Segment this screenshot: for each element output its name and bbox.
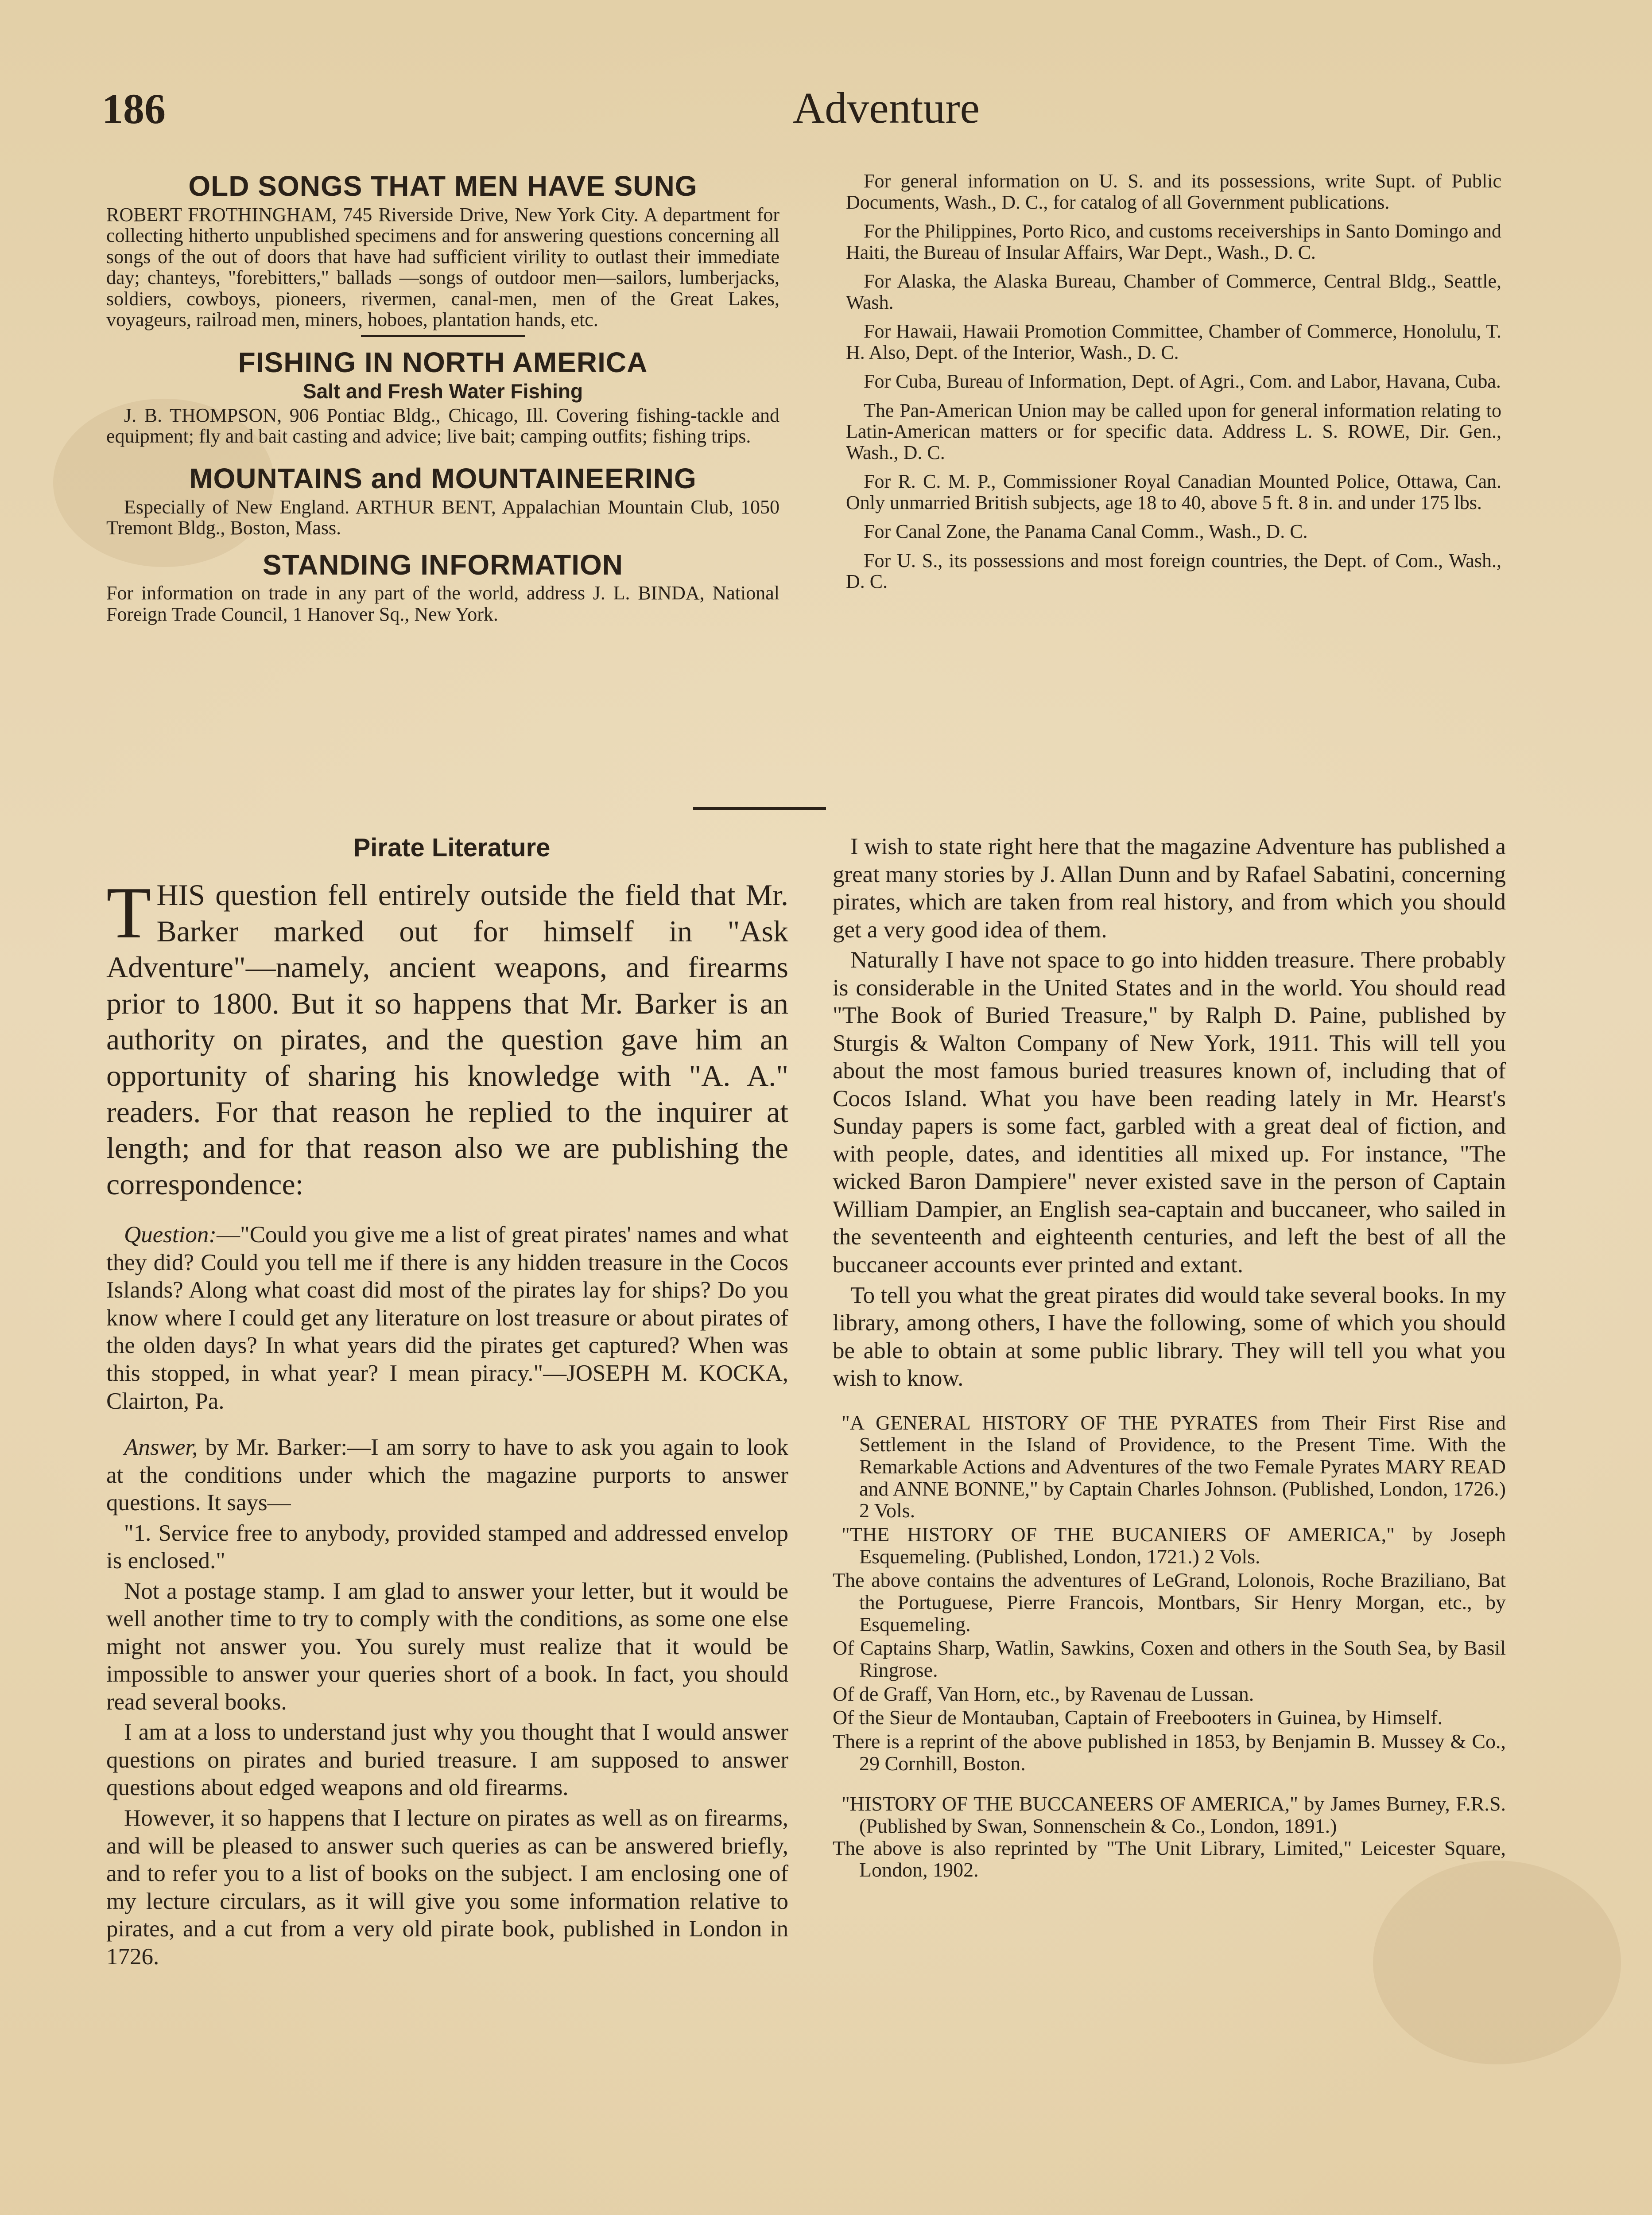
section-divider <box>693 807 826 810</box>
info-entry: For R. C. M. P., Commissioner Royal Canadian Mounted Police, Ottawa, Can. Only unmarried British subjects, age 18 to 40, above 5 ft. 8 in. and under 175 lbs. <box>846 470 1501 513</box>
department-text: For information on trade in any part of the world, address J. L. BINDA, National Foreign Trade Council, 1 Hanover Sq., New York. <box>106 582 779 625</box>
department-mountaineering <box>106 463 779 539</box>
rule-quote: "1. Service free to anybody, provided stamped and addressed envelop is enclosed." <box>106 1520 788 1574</box>
answer-continued <box>833 833 1506 1392</box>
department-fishing <box>106 347 779 447</box>
department-old-songs <box>106 171 779 330</box>
book-reference: "HISTORY OF THE BUCCANEERS OF AMERICA," by James Burney, F.R.S. (Published by Swan, Sonnenschein & Co., London, 1891.) <box>842 1792 1506 1838</box>
answer-paragraph: However, it so happens that I lecture on pirates as well as on firearms, and will be pleased to answer such queries as can be answered briefly, and to refer you to a list of books on the subject. I am enclosing one of my lecture circulars, as it will give you some information relative to pirates, and a cut from a very old pirate book, published in London in 1726. <box>106 1805 788 1970</box>
running-title: Adventure <box>793 83 980 132</box>
answer-label: Answer, <box>124 1434 198 1461</box>
department-heading: STANDING INFORMATION <box>263 548 623 581</box>
contents-note: Of de Graff, Van Horn, etc., by Ravenau de Lussan. <box>833 1682 1254 1705</box>
answer-paragraph: I wish to state right here that the magazine Adventure has published a great many stories by J. Allan Dunn and by Rafael Sabatini, concerning pirates, which are taken from real history, and from which you should get a very good idea of them. <box>833 834 1506 943</box>
department-subheading: Salt and Fresh Water Fishing <box>302 380 583 403</box>
department-heading: FISHING IN NORTH AMERICA <box>238 346 648 378</box>
info-entry: For Canal Zone, the Panama Canal Comm., Wash., D. C. <box>864 521 1308 543</box>
info-entry: The Pan-American Union may be called upon for general information relating to Latin-American matters or for specific data. Address L. S. ROWE, Dir. Gen., Wash., D. C. <box>846 399 1501 463</box>
contents-notes <box>833 1569 1506 1774</box>
article-right-column <box>833 833 1506 1883</box>
book-reference: "A GENERAL HISTORY OF THE PYRATES from Their First Rise and Settlement in the Island of Providence, to the Present Time. With the Remarkable Actions and Adventures of the two Female Pyrates MARY READ and ANNE BONNE," by Captain Charles Johnson. (Published, London, 1726.) 2 Vols. <box>842 1411 1506 1522</box>
article-title: Pirate Literature <box>353 833 551 862</box>
intro-text: HIS question fell entirely outside the field that Mr. Barker marked out for himself in "Ask Adventure"—namely, ancient weapons, and firearms prior to 1800. But it so happens that Mr. Barker is an authority on pirates, and the question gave him an opportunity of sharing his knowledge with "A. A." readers. For that reason he replied to the inquirer at length; and for that reason also we are publishing the correspondence: <box>106 878 788 1201</box>
answer-paragraph: Naturally I have not space to go into hidden treasure. There probably is considerable in the United States and in the world. You should read "The Book of Buried Treasure," by Ralph D. Paine, published by Sturgis & Walton Company of New York, 1911. This will tell you about the most famous buried treasures known of, including that of Cocos Island. What you have been reading lately in Mr. Hearst's Sunday papers is some fact, garbled with a great deal of fiction, and with people, dates, and identities all mixed up. For instance, "The wicked Baron Dampiere" never existed save in the person of Captain William Dampier, an English sea-captain and buccaneer, who sailed in the seventeenth and eighteenth centuries, and left the best of all the buccaneer accounts ever printed and extant. <box>833 947 1506 1278</box>
answer-paragraph: To tell you what the great pirates did would take several books. In my library, among others, I have the following, some of which you should be able to obtain at some public library. They will tell you what you wish to know. <box>833 1282 1506 1391</box>
article-left-column <box>106 872 788 1973</box>
info-entry: For the Philippines, Porto Rico, and customs receiverships in Santo Domingo and Haiti, the Bureau of Insular Affairs, War Dept., Wash., D. C. <box>846 220 1501 263</box>
question-label: Question: <box>124 1222 217 1248</box>
book-reference: "THE HISTORY OF THE BUCANIERS OF AMERICA," by Joseph Esquemeling. (Published, London, 1721.) 2 Vols. <box>842 1523 1506 1568</box>
info-entry: For general information on U. S. and its possessions, write Supt. of Public Documents, Wash., D. C., for catalog of all Government publications. <box>846 170 1501 213</box>
answer-block <box>106 1434 788 1970</box>
answer-paragraph: I am at a loss to understand just why you thought that I would answer questions on pirates and buried treasure. I am supposed to answer questions about edged weapons and old firearms. <box>106 1719 788 1801</box>
department-text: Especially of New England. ARTHUR BENT, Appalachian Mountain Club, 1050 Tremont Bldg., Boston, Mass. <box>106 496 779 539</box>
question-text: —"Could you give me a list of great pirates' names and what they did? Could you tell me if there is any hidden treasure in the Cocos Islands? Along what coast did most of the pirates lay for ships? Do you know where I could get any literature on lost treasure or about pirates of the olden days? In what years did the pirates get captured? When was this stopped, in what year? I mean piracy."—JOSEPH M. KOCKA, Clairton, Pa. <box>106 1222 788 1414</box>
answer-lead-text: by Mr. Barker:—I am sorry to have to ask you again to look at the conditions under which the magazine purports to answer questions. It says— <box>106 1434 788 1516</box>
info-entry: For U. S., its possessions and most foreign countries, the Dept. of Com., Wash., D. C. <box>846 549 1501 593</box>
standing-info-column <box>846 171 1501 600</box>
question-paragraph <box>106 1221 788 1415</box>
info-entry: For Alaska, the Alaska Bureau, Chamber of Commerce, Central Bldg., Seattle, Wash. <box>846 270 1501 313</box>
contents-note: Of the Sieur de Montauban, Captain of Freebooters in Guinea, by Himself. <box>833 1706 1443 1729</box>
department-text: J. B. THOMPSON, 906 Pontiac Bldg., Chicago, Ill. Covering fishing-tackle and equipment; fly and bait casting and advice; live bait; camping outfits; fishing trips. <box>106 404 779 447</box>
department-heading: OLD SONGS THAT MEN HAVE SUNG <box>188 170 698 202</box>
department-heading: MOUNTAINS and MOUNTAINEERING <box>189 462 697 494</box>
info-entry: For Cuba, Bureau of Information, Dept. of Agri., Com. and Labor, Havana, Cuba. <box>864 370 1501 392</box>
info-entry: For Hawaii, Hawaii Promotion Committee, Chamber of Commerce, Honolulu, T. H. Also, Dept. of the Interior, Wash., D. C. <box>846 320 1501 363</box>
separator-rule <box>361 335 525 337</box>
answer-lead <box>106 1434 788 1517</box>
contents-note: The above contains the adventures of LeGrand, Lolonois, Roche Braziliano, Bat the Portuguese, Pierre Francois, Montbars, Sir Henry Morgan, etc., by Esquemeling. <box>833 1569 1506 1636</box>
paper-stain <box>1373 1861 1621 2064</box>
contents-note: Of Captains Sharp, Watlin, Sawkins, Coxen and others in the South Sea, by Basil Ringrose. <box>833 1636 1506 1682</box>
page-number: 186 <box>102 85 166 132</box>
contents-note: The above is also reprinted by "The Unit Library, Limited," Leicester Square, London, 1902. <box>833 1836 1506 1881</box>
answer-paragraph: Not a postage stamp. I am glad to answer your letter, but it would be well another time to try to comply with the conditions, as some one else might not answer you. You surely must realize that it would be impossible to answer your queries short of a book. In fact, you should read several books. <box>106 1578 788 1715</box>
department-text: ROBERT FROTHINGHAM, 745 Riverside Drive, New York City. A department for collecting hitherto unpublished specimens and for answering questions concerning all songs of the out of doors that have had sufficient virility to outlast their immediate day; chanteys, "forebitters," ballads —songs of outdoor men—sailors, lumberjacks, soldiers, cowboys, pioneers, rivermen, canal-men, men of the Great Lakes, voyageurs, railroad men, miners, hoboes, plantation hands, etc. <box>106 203 779 331</box>
article-intro <box>106 872 788 1202</box>
department-standing-information <box>106 549 779 625</box>
page-header <box>102 80 1563 142</box>
departments-column <box>106 171 779 626</box>
drop-cap: T <box>106 872 151 953</box>
contents-note: There is a reprint of the above published in 1853, by Benjamin B. Mussey & Co., 29 Cornhill, Boston. <box>833 1730 1506 1775</box>
